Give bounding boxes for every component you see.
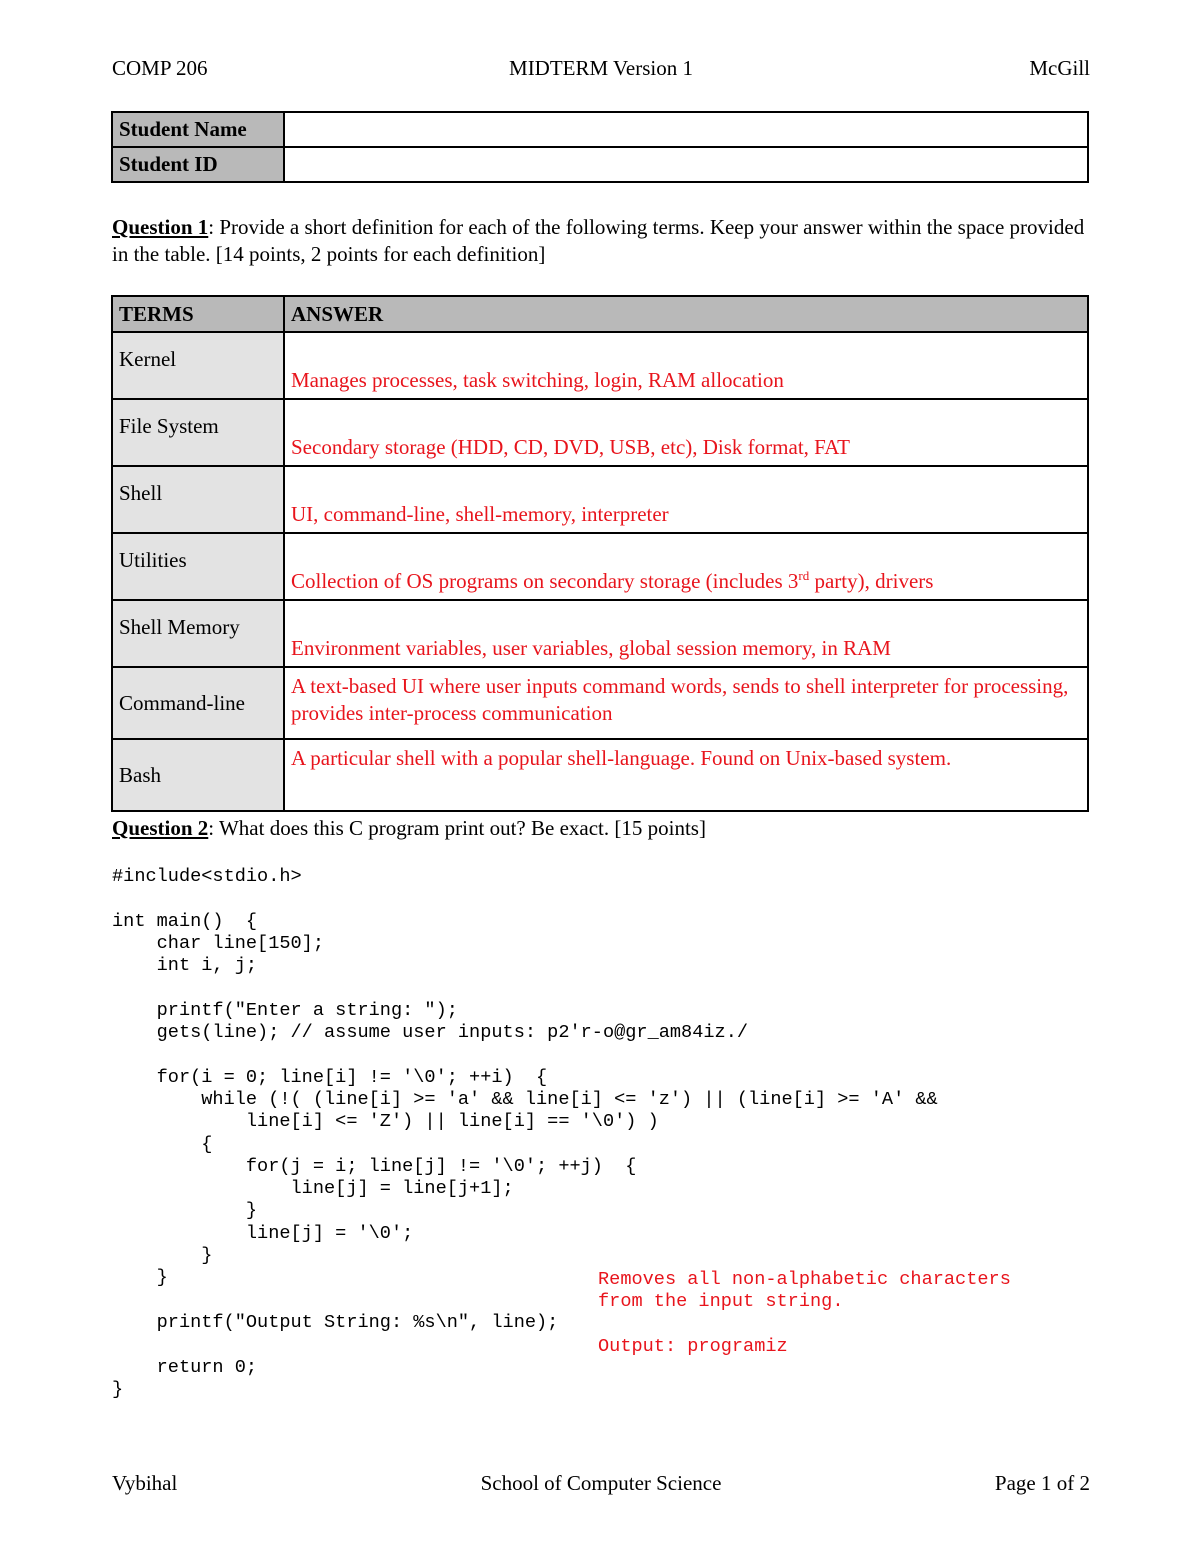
answer-cell: Secondary storage (HDD, CD, DVD, USB, etc), Disk format, FAT bbox=[284, 399, 1088, 466]
student-name-label: Student Name bbox=[112, 112, 284, 147]
answer-note-explanation: Removes all non-alphabetic characters from the input string. bbox=[598, 1269, 1011, 1313]
term-cell: Shell Memory bbox=[112, 600, 284, 667]
student-name-field[interactable] bbox=[284, 112, 1088, 147]
term-cell: Shell bbox=[112, 466, 284, 533]
author-name: Vybihal bbox=[112, 1471, 178, 1495]
exam-title: MIDTERM Version 1 bbox=[509, 56, 693, 80]
question-1-label: Question 1 bbox=[112, 215, 209, 239]
answer-header: ANSWER bbox=[284, 296, 1088, 332]
terms-table bbox=[111, 295, 1089, 812]
question-2-prompt bbox=[112, 816, 1090, 841]
answer-note-output: Output: programiz bbox=[598, 1336, 788, 1357]
term-cell: Command-line bbox=[112, 667, 284, 739]
course-code: COMP 206 bbox=[112, 56, 208, 80]
table-row bbox=[112, 466, 1088, 533]
page-header bbox=[112, 56, 1090, 86]
table-row bbox=[112, 533, 1088, 600]
terms-table-header bbox=[112, 296, 1088, 332]
question-1-text: : Provide a short definition for each of the following terms. Keep your answer within the space provided in the table. [14 points, 2 points for each definition] bbox=[112, 215, 1085, 266]
term-cell: Bash bbox=[112, 739, 284, 811]
student-id-field[interactable] bbox=[284, 147, 1088, 182]
answer-cell: A text-based UI where user inputs command words, sends to shell interpreter for processing, provides inter-process communication bbox=[284, 667, 1088, 739]
page-number: Page 1 of 2 bbox=[994, 1471, 1090, 1495]
table-row bbox=[112, 739, 1088, 811]
page-footer bbox=[112, 1471, 1090, 1501]
university-name: McGill bbox=[1029, 56, 1090, 80]
terms-header: TERMS bbox=[112, 296, 284, 332]
question-2-text: : What does this C program print out? Be exact. [15 points] bbox=[208, 816, 706, 840]
answer-cell: UI, command-line, shell-memory, interpreter bbox=[284, 466, 1088, 533]
table-row bbox=[112, 399, 1088, 466]
c-program-code: #include<stdio.h> int main() { char line[150]; int i, j; printf("Enter a string: "); gets(line); // assume user inputs: p2'r-o@gr_am84iz./ for(i = 0; line[i] != '\0'; ++i) { while (!( (line[i] >= 'a' && line[i] <= 'z') || (line[i] >= 'A' && line[i] <= 'Z') || line[i] == '\0') ) { for(j = i; line[j] != '\0'; ++j) { line[j] = line[j+1]; } line[j] = '\0'; } } printf("Output String: %s\n", line); return 0; } bbox=[112, 866, 938, 1400]
student-info-table bbox=[111, 111, 1089, 183]
term-cell: Kernel bbox=[112, 332, 284, 399]
answer-cell: Manages processes, task switching, login, RAM allocation bbox=[284, 332, 1088, 399]
table-row bbox=[112, 600, 1088, 667]
term-cell: File System bbox=[112, 399, 284, 466]
answer-cell: A particular shell with a popular shell-language. Found on Unix-based system. bbox=[284, 739, 1088, 811]
question-1-prompt bbox=[112, 214, 1090, 268]
answer-cell: Environment variables, user variables, global session memory, in RAM bbox=[284, 600, 1088, 667]
question-2-label: Question 2 bbox=[112, 816, 209, 840]
term-cell: Utilities bbox=[112, 533, 284, 600]
answer-cell: Collection of OS programs on secondary storage (includes 3rd party), drivers bbox=[284, 533, 1088, 600]
table-row bbox=[112, 667, 1088, 739]
table-row bbox=[112, 332, 1088, 399]
school-name: School of Computer Science bbox=[480, 1471, 722, 1495]
student-id-label: Student ID bbox=[112, 147, 284, 182]
